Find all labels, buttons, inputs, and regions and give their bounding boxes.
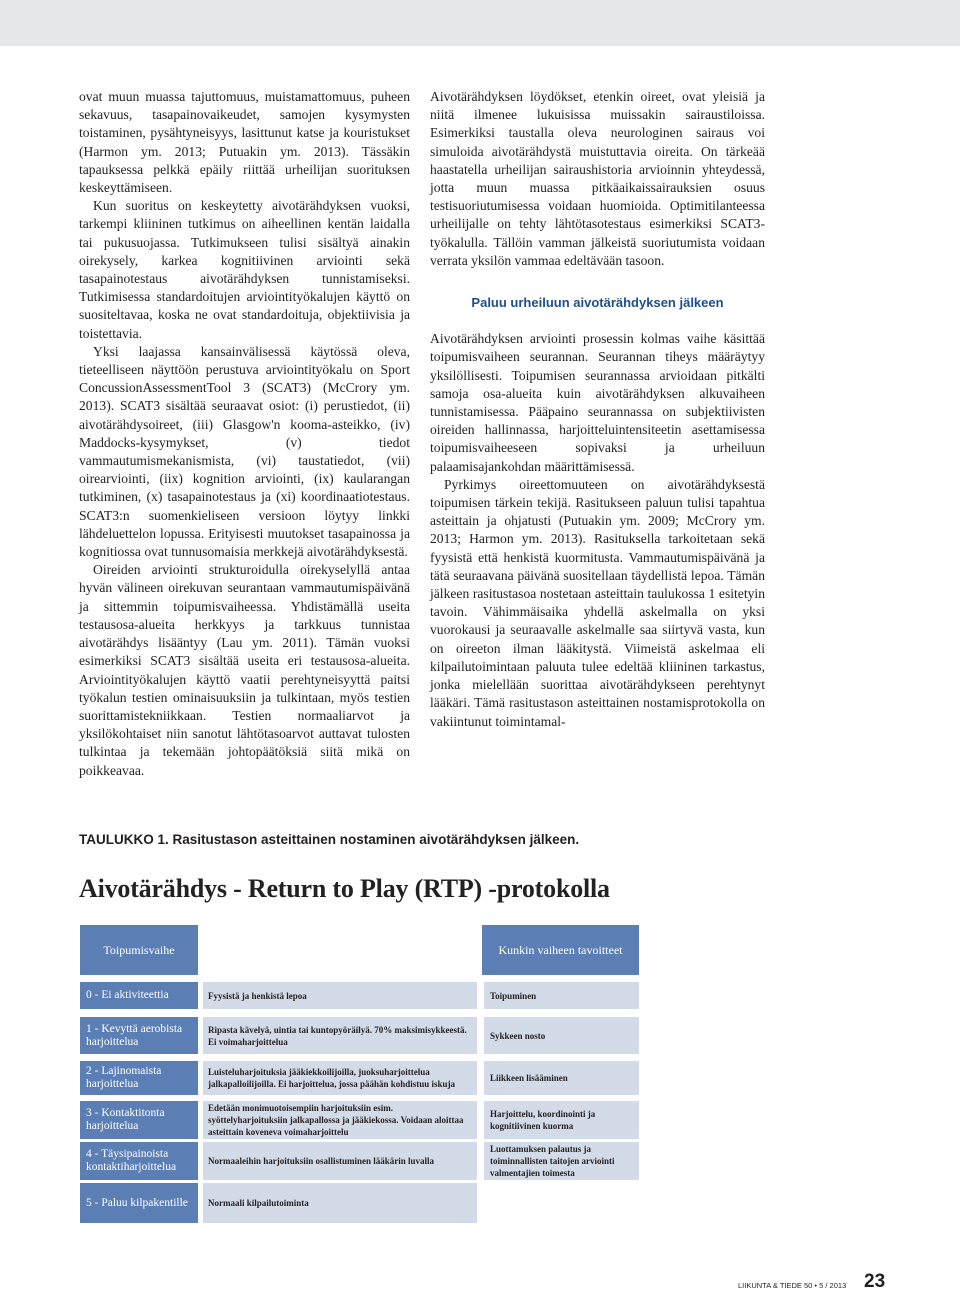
- activity-cell: Edetään monimuotoisempiin harjoituksiin esim. syöttelyharjoituksiin jalkapallossa ja jääkiekossa. Voidaan aloittaa asteittain koveneva voimaharjoittelu: [203, 1101, 477, 1139]
- stage-cell: 0 - Ei aktiviteettia: [80, 982, 198, 1009]
- goal-cell: Sykkeen nosto: [484, 1017, 639, 1054]
- right-paragraph-1: Aivotärähdyksen löydökset, etenkin oireet, ovat yleisiä ja niitä ilmenee lukuisissa muissakin sairaustiloissa. Esimerkiksi taustalla oleva neurologinen sairaus voi simuloida aivotärähdystä muistuttavia oireita. On tärkeää haastatella urheilijan sairaushistoria arvioinnin yhteydessä, jotta muun muassa pitkäaikaissairauksien osuus testisuoriutumisessa voidaan huomioida. Optimitilanteessa urheilijalle on tehty lähtötasotestaus esimerkiksi SCAT3-työkalulla. Tällöin vamman jälkeistä suoriutumista voidaan verrata yksilön vammaa edeltävään tasoon.: [430, 89, 765, 268]
- stage-cell: 2 - Lajinomaista harjoittelua: [80, 1061, 198, 1095]
- table-row: [80, 1183, 639, 1223]
- table-header-stage: Toipumisvaihe: [80, 925, 198, 975]
- right-text-column: [430, 88, 765, 731]
- left-text-column: [79, 88, 410, 780]
- table-title: Aivotärähdys - Return to Play (RTP) -protokolla: [79, 874, 610, 903]
- stage-cell: 4 - Täysipainoista kontaktiharjoittelua: [80, 1142, 198, 1180]
- publication-info: LIIKUNTA & TIEDE 50 • 5 / 2013: [738, 1281, 847, 1290]
- rtp-protocol-table: [80, 925, 639, 1223]
- table-row: [80, 1101, 639, 1139]
- left-paragraph-4: Oireiden arviointi strukturoidulla oirekyselyllä antaa hyvän välineen oirekuvan seurantaan vammautumispäivänä ja sittemmin toipumisvaiheessa. Yhdistämällä useita testausosa-alueita herkkyys ja tarkkuus tunnistaa aivotärähdys lisääntyy (Lau ym. 2011). Tämän vuoksi esimerkiksi SCAT3 sisältää useita eri testausosa-alueita. Arviointityökalujen käyttö vaatii perehtyneisyyttä paitsi työkalun testien ominaisuuksiin ja tulkintaan, myös testien suorittamistekniikkaan. Testien normaaliarvot ja yksilökohtaiset niin sanotut lähtötasoarvot auttavat tulosten tulkintaa ja tekemään johtopäätöksiä siitä mikä on poikkeavaa.: [79, 562, 410, 778]
- goal-cell: Liikkeen lisääminen: [484, 1061, 639, 1095]
- activity-cell: Luisteluharjoituksia jääkiekkoilijoilla, juoksuharjoittelua jalkapalloilijoilla. Ei harjoittelua, jossa päähän kohdistuu iskuja: [203, 1061, 477, 1095]
- right-paragraph-3: Pyrkimys oireettomuuteen on aivotärähdyksestä toipumisen tärkein tekijä. Rasitukseen paluun tulisi tapahtua asteittain ja ohjatusti (Putuakin ym. 2009; McCrory ym. 2013; Harmon ym. 2013). Rasituksella tarkoitetaan sekä fyysistä että henkistä kuormitusta. Vammautumispäivänä ja tätä seuraavana päivänä suositellaan täydellistä lepoa. Tämän jälkeen rasitustasoa nostetaan asteittain taulukossa 1 esitetyin tavoin. Vähimmäisaika yhdellä askelmalla on yksi vuorokausi ja seuraavalle askelmalle saa siirtyvä vasta, kun on oireeton ilman lääkitystä. Viimeistä askelmaa eli kilpailutoimintaan paluuta tulee edeltää kliininen tarkastus, jonka mielellään suorittaa aivotärähdykseen perehtynyt lääkäri. Tämä rasitustason asteittainen nostamisprotokolla on vakiintunut toimintamal-: [430, 476, 765, 729]
- activity-cell: Normaaleihin harjoituksiin osallistuminen lääkärin luvalla: [203, 1142, 477, 1180]
- stage-cell: 3 - Kontaktitonta harjoittelua: [80, 1101, 198, 1139]
- left-paragraph-3: Yksi laajassa kansainvälisessä käytössä oleva, tieteelliseen näyttöön perustuva arviointityökalu on Sport ConcussionAssessmentTool 3 (SCAT3) (McCrory ym. 2013). SCAT3 sisältää seuraavat osiot: (i) perustiedot, (ii) aivotärähdysoireet, (iii) Glasgow'n kooma-asteikko, (iv) Maddocks-kysymykset, (v) tiedot vammautumismekanismista, (vi) taustatiedot, (vii) oirearviointi, (iix) kognition arviointi, (ix) kaularangan tutkiminen, (x) tasapainotestaus ja (xi) koordinaatiotestaus. SCAT3:n suomenkieliseen versioon löytyy linkki lähdeluettelon lopussa. Erityisesti muutokset tasapainossa ja kognitiossa ovat tunnusomaisia merkkejä aivotärähdyksestä.: [79, 343, 410, 560]
- stage-cell: 1 - Kevyttä aerobista harjoittelua: [80, 1017, 198, 1054]
- goal-cell: Toipuminen: [484, 982, 639, 1009]
- goal-cell: Harjoittelu, koordinointi ja kognitiivinen kuorma: [484, 1101, 639, 1139]
- page-number: 23: [864, 1271, 886, 1292]
- section-subheading: Paluu urheiluun aivotärähdyksen jälkeen: [471, 295, 724, 311]
- table-row: [80, 1142, 639, 1180]
- activity-cell: Normaali kilpailutoiminta: [203, 1183, 477, 1223]
- left-paragraph-2: Kun suoritus on keskeytetty aivotärähdyksen vuoksi, tarkempi kliininen tutkimus on aiheellinen kentän laidalla tai pukusuojassa. Tutkimukseen tulisi sisältyä ainakin oirekysely, karkea kognitiivinen arviointi sekä tasapainotestaus aivotärähdyksen tunnistamiseksi. Tutkimisessa standardoitujen arviointityökalujen käyttö on suositeltavaa, koska ne ovat standardoituja, objektiivisia ja toistettavia.: [79, 198, 410, 341]
- goal-cell: Luottamuksen palautus ja toiminnallisten taitojen arviointi valmentajien toimesta: [484, 1142, 639, 1180]
- table-row: [80, 1061, 639, 1095]
- activity-cell: Fyysistä ja henkistä lepoa: [203, 982, 477, 1009]
- right-paragraph-2: Aivotärähdyksen arviointi prosessin kolmas vaihe käsittää toipumisvaiheen seurannan. Seurannan tiheys määräytyy yksilöllisesti. Toipumisen seurannassa arvioidaan pitkälti samoja osa-alueita kuin aivotärähdyksen alkuvaiheen tunnistamisessa. Pääpaino seurannassa on subjektiivisten oireiden hallinnassa, harjoitteluintensiteetin asettamisessa toipumisvaiheeseen sopivaksi ja urheiluun palaamisajankohdan määrittämisessä.: [430, 331, 765, 474]
- table-header-goal: Kunkin vaiheen tavoitteet: [482, 925, 639, 975]
- stage-cell: 5 - Paluu kilpakentille: [80, 1183, 198, 1223]
- activity-cell: Ripasta kävelyä, uintia tai kuntopyöräilyä. 70% maksimisykkeestä. Ei voimaharjoittelua: [203, 1017, 477, 1054]
- table-row: [80, 982, 639, 1009]
- table-row: [80, 1017, 639, 1054]
- top-header-band: [0, 0, 960, 46]
- table-caption: TAULUKKO 1. Rasitustason asteittainen nostaminen aivotärähdyksen jälkeen.: [79, 832, 580, 847]
- left-paragraph-1: ovat muun muassa tajuttomuus, muistamattomuus, puheen sekavuus, tasapainovaikeudet, samojen kysymysten toistaminen, pysähtyneisyys, lasittunut katse ja kouristukset (Harmon ym. 2013; Putuakin ym. 2013). Tässäkin tapauksessa pelkkä epäily riittää urheilijan suorituksen keskeyttämiseen.: [79, 89, 410, 196]
